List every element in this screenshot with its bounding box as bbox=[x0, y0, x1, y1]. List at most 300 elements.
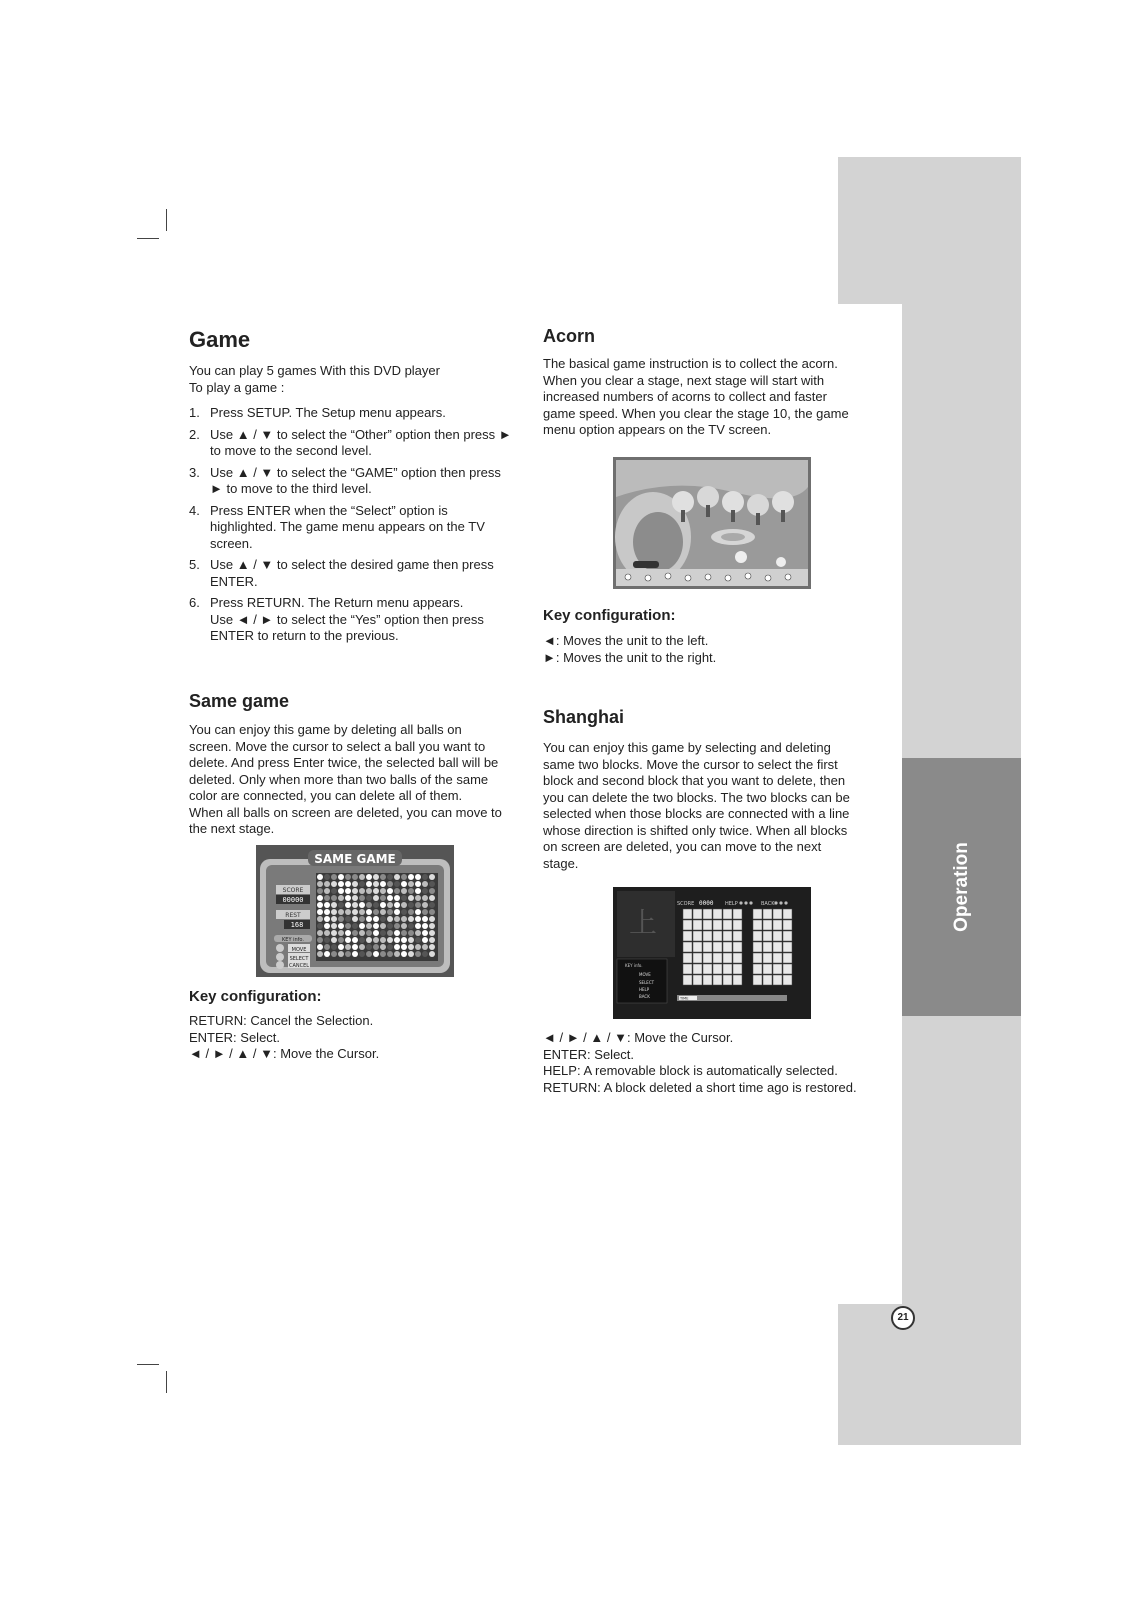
body-line: selected when those blocks are connected with a line bbox=[543, 806, 850, 821]
ball bbox=[380, 923, 386, 929]
body-line: same two blocks. Move the cursor to select the first bbox=[543, 756, 838, 772]
ball bbox=[359, 881, 365, 887]
ball bbox=[415, 923, 421, 929]
ball bbox=[394, 951, 400, 957]
body-line: The basical game instruction is to collect the acorn. bbox=[543, 356, 838, 371]
ball bbox=[373, 937, 379, 943]
shanghai-screenshot bbox=[613, 887, 811, 1019]
key-config-line: ◄: Moves the unit to the left. bbox=[543, 633, 709, 648]
tile bbox=[713, 942, 722, 952]
ball bbox=[401, 895, 407, 901]
ball bbox=[366, 916, 372, 922]
page-number: 21 bbox=[891, 1306, 915, 1330]
ball bbox=[387, 923, 393, 929]
shanghai-key-config bbox=[543, 1030, 903, 1096]
ball bbox=[422, 916, 428, 922]
key-config-line: RETURN: A block deleted a short time ago is restored. bbox=[543, 1079, 857, 1095]
key-select: SELECT bbox=[289, 956, 309, 962]
tile bbox=[693, 909, 702, 919]
ball bbox=[345, 916, 351, 922]
ball bbox=[380, 874, 386, 880]
ball bbox=[401, 937, 407, 943]
ball bbox=[394, 930, 400, 936]
tile bbox=[773, 942, 782, 952]
shanghai-key-select: SELECT bbox=[639, 980, 655, 985]
ball bbox=[387, 909, 393, 915]
tile bbox=[693, 920, 702, 930]
game-intro-line: To play a game : bbox=[189, 379, 285, 395]
ball bbox=[408, 895, 414, 901]
ball bbox=[359, 951, 365, 957]
section-tab-label: Operation bbox=[950, 842, 972, 932]
tile bbox=[763, 964, 772, 974]
ball bbox=[422, 874, 428, 880]
ball bbox=[324, 923, 330, 929]
tile bbox=[773, 920, 782, 930]
body-line: stage. bbox=[543, 855, 579, 871]
tile bbox=[763, 920, 772, 930]
ball bbox=[352, 874, 358, 880]
ball bbox=[345, 951, 351, 957]
key-move: MOVE bbox=[291, 947, 307, 953]
game-step bbox=[189, 405, 529, 422]
ball bbox=[387, 937, 393, 943]
ball bbox=[408, 916, 414, 922]
sidebar-band-top bbox=[838, 157, 1021, 304]
ball bbox=[352, 930, 358, 936]
step-number: 4. bbox=[189, 502, 200, 518]
ball bbox=[422, 909, 428, 915]
body-line: the next stage. bbox=[189, 821, 275, 836]
ball bbox=[401, 874, 407, 880]
ball bbox=[366, 909, 372, 915]
ball bbox=[345, 923, 351, 929]
ball bbox=[373, 923, 379, 929]
same-game-body bbox=[189, 722, 534, 838]
ball bbox=[359, 909, 365, 915]
ball bbox=[352, 895, 358, 901]
ball bbox=[338, 951, 344, 957]
body-line: You can enjoy this game by selecting and deleting bbox=[543, 740, 831, 755]
ball bbox=[359, 944, 365, 950]
ball bbox=[317, 888, 323, 894]
ball bbox=[317, 916, 323, 922]
key-config-line: ◄ / ► / ▲ / ▼: Move the Cursor. bbox=[543, 1030, 734, 1045]
step-line: highlighted. The game menu appears on the TV bbox=[210, 519, 485, 534]
tile bbox=[693, 975, 702, 985]
rest-value: 168 bbox=[290, 921, 304, 929]
ball bbox=[324, 944, 330, 950]
step-line: Press SETUP. The Setup menu appears. bbox=[210, 405, 446, 420]
tile bbox=[733, 953, 742, 963]
ball bbox=[331, 923, 337, 929]
tile bbox=[713, 964, 722, 974]
ball bbox=[408, 881, 414, 887]
ball bbox=[394, 888, 400, 894]
ball bbox=[408, 874, 414, 880]
step-number: 1. bbox=[189, 405, 200, 420]
ball bbox=[359, 937, 365, 943]
ball bbox=[373, 888, 379, 894]
tile bbox=[713, 953, 722, 963]
ball bbox=[422, 937, 428, 943]
ball bbox=[324, 937, 330, 943]
ball bbox=[317, 895, 323, 901]
tile bbox=[683, 953, 692, 963]
ball bbox=[380, 909, 386, 915]
tile bbox=[723, 920, 732, 930]
body-line: delete. And press Enter twice, the selected ball will be bbox=[189, 755, 499, 770]
ball bbox=[380, 881, 386, 887]
ball bbox=[338, 916, 344, 922]
tile bbox=[783, 964, 792, 974]
ball bbox=[401, 916, 407, 922]
tile bbox=[693, 964, 702, 974]
ball bbox=[317, 881, 323, 887]
key-config-line: RETURN: Cancel the Selection. bbox=[189, 1013, 374, 1028]
game-intro-line: You can play 5 games With this DVD player bbox=[189, 363, 440, 378]
ball bbox=[415, 902, 421, 908]
ball bbox=[401, 923, 407, 929]
same-game-key-config-title: Key configuration: bbox=[189, 988, 322, 1005]
ball bbox=[324, 909, 330, 915]
step-line: Use ▲ / ▼ to select the desired game then press bbox=[210, 557, 494, 572]
step-number: 3. bbox=[189, 464, 200, 480]
key-cancel: CANCEL bbox=[288, 963, 310, 969]
ball bbox=[387, 944, 393, 950]
same-game-screenshot bbox=[256, 845, 454, 977]
ball bbox=[352, 923, 358, 929]
ball bbox=[352, 881, 358, 887]
tile bbox=[763, 953, 772, 963]
ball bbox=[324, 930, 330, 936]
ball bbox=[422, 902, 428, 908]
key-config-line: ENTER: Select. bbox=[543, 1046, 635, 1062]
acorn-key-config-title: Key configuration: bbox=[543, 607, 676, 624]
ball bbox=[338, 923, 344, 929]
tile bbox=[733, 909, 742, 919]
tile bbox=[773, 964, 782, 974]
ball bbox=[359, 895, 365, 901]
ball bbox=[373, 874, 379, 880]
tile bbox=[703, 931, 712, 941]
ball bbox=[331, 930, 337, 936]
ball bbox=[317, 930, 323, 936]
ball bbox=[359, 916, 365, 922]
shanghai-key-help: HELP bbox=[639, 987, 650, 992]
ball bbox=[345, 874, 351, 880]
step-number: 2. bbox=[189, 426, 200, 442]
tile bbox=[773, 931, 782, 941]
step-line: Press ENTER when the “Select” option is bbox=[210, 502, 448, 518]
ball bbox=[366, 923, 372, 929]
ball bbox=[338, 909, 344, 915]
step-number: 5. bbox=[189, 557, 200, 572]
ball bbox=[422, 881, 428, 887]
shanghai-screen-art bbox=[613, 887, 811, 1019]
ball bbox=[387, 930, 393, 936]
ball bbox=[429, 902, 435, 908]
body-line: When all balls on screen are deleted, you can move to bbox=[189, 804, 502, 820]
tile bbox=[703, 909, 712, 919]
ball bbox=[331, 881, 337, 887]
ball bbox=[387, 951, 393, 957]
ball bbox=[331, 909, 337, 915]
crop-mark bbox=[166, 1371, 167, 1393]
same-game-screen-title: SAME GAME bbox=[314, 852, 396, 866]
key-config-line: ◄ / ► / ▲ / ▼: Move the Cursor. bbox=[189, 1046, 380, 1061]
ball bbox=[338, 881, 344, 887]
ball bbox=[380, 944, 386, 950]
tile bbox=[723, 909, 732, 919]
ball bbox=[352, 916, 358, 922]
ball bbox=[422, 923, 428, 929]
ball bbox=[415, 909, 421, 915]
body-line: whose direction is shifted only twice. When all blocks bbox=[543, 822, 848, 838]
key-config-line: ENTER: Select. bbox=[189, 1029, 281, 1045]
ball bbox=[380, 902, 386, 908]
ball bbox=[429, 923, 435, 929]
tile bbox=[783, 942, 792, 952]
tile bbox=[703, 942, 712, 952]
shanghai-back-label: BACK bbox=[761, 901, 775, 907]
step-number: 6. bbox=[189, 595, 200, 610]
ball bbox=[415, 895, 421, 901]
ball bbox=[338, 930, 344, 936]
tile bbox=[783, 953, 792, 963]
tile bbox=[753, 953, 762, 963]
tile bbox=[763, 942, 772, 952]
tile bbox=[723, 953, 732, 963]
ball bbox=[415, 937, 421, 943]
tile bbox=[783, 975, 792, 985]
body-line: When you clear a stage, next stage will start with bbox=[543, 372, 825, 388]
ball bbox=[366, 930, 372, 936]
ball bbox=[408, 944, 414, 950]
ball bbox=[422, 888, 428, 894]
tile bbox=[713, 975, 722, 985]
ball bbox=[394, 909, 400, 915]
step-line: to move to the second level. bbox=[210, 443, 372, 458]
game-steps bbox=[189, 405, 529, 650]
ball bbox=[345, 888, 351, 894]
ball bbox=[401, 930, 407, 936]
ball bbox=[394, 881, 400, 887]
tile bbox=[703, 920, 712, 930]
ball bbox=[324, 881, 330, 887]
ball bbox=[415, 881, 421, 887]
ball bbox=[429, 944, 435, 950]
ball bbox=[429, 874, 435, 880]
ball bbox=[352, 902, 358, 908]
ball bbox=[338, 895, 344, 901]
tile bbox=[753, 942, 762, 952]
ball bbox=[366, 902, 372, 908]
same-game-key-config bbox=[189, 1013, 529, 1063]
step-line: Use ▲ / ▼ to select the “GAME” option then press bbox=[210, 464, 501, 480]
ball bbox=[352, 909, 358, 915]
ball bbox=[317, 902, 323, 908]
ball bbox=[338, 937, 344, 943]
tile bbox=[763, 931, 772, 941]
svg-text:上: 上 bbox=[628, 906, 658, 939]
crop-mark bbox=[137, 238, 159, 239]
ball bbox=[324, 895, 330, 901]
ball bbox=[324, 888, 330, 894]
ball bbox=[380, 888, 386, 894]
sidebar-band-bottom bbox=[838, 1304, 1021, 1445]
ball bbox=[394, 923, 400, 929]
ball bbox=[394, 937, 400, 943]
ball bbox=[345, 944, 351, 950]
ball bbox=[394, 916, 400, 922]
ball bbox=[366, 895, 372, 901]
ball bbox=[380, 937, 386, 943]
body-line: game speed. When you clear the stage 10, the game bbox=[543, 405, 849, 421]
section-tab bbox=[902, 758, 1021, 1016]
ball bbox=[366, 951, 372, 957]
shanghai-help-label: HELP bbox=[725, 901, 738, 907]
game-step bbox=[189, 557, 529, 590]
game-intro bbox=[189, 363, 529, 396]
tile bbox=[703, 975, 712, 985]
ball bbox=[429, 937, 435, 943]
ball bbox=[324, 951, 330, 957]
ball bbox=[373, 909, 379, 915]
acorn-screenshot bbox=[613, 457, 811, 589]
key-config-line: HELP: A removable block is automatically selected. bbox=[543, 1063, 838, 1078]
tile bbox=[713, 931, 722, 941]
ball bbox=[408, 951, 414, 957]
tile bbox=[753, 975, 762, 985]
ball bbox=[345, 902, 351, 908]
tile bbox=[763, 975, 772, 985]
ball bbox=[317, 937, 323, 943]
ball bbox=[401, 888, 407, 894]
ball bbox=[380, 895, 386, 901]
ball bbox=[366, 874, 372, 880]
ball bbox=[338, 944, 344, 950]
tile bbox=[723, 975, 732, 985]
ball bbox=[317, 874, 323, 880]
body-line: deleted. Only when more than two balls of the same bbox=[189, 771, 489, 787]
ball bbox=[331, 944, 337, 950]
body-line: increased numbers of acorns to collect and faster bbox=[543, 389, 827, 404]
ball bbox=[422, 930, 428, 936]
ball bbox=[387, 916, 393, 922]
ball bbox=[352, 944, 358, 950]
step-line: Use ◄ / ► to select the “Yes” option then press bbox=[210, 611, 484, 627]
ball bbox=[429, 930, 435, 936]
ball bbox=[317, 923, 323, 929]
ball bbox=[394, 874, 400, 880]
ball bbox=[352, 888, 358, 894]
step-line: screen. bbox=[210, 535, 253, 551]
ball bbox=[401, 951, 407, 957]
crop-mark bbox=[137, 1364, 159, 1365]
ball bbox=[338, 874, 344, 880]
step-line: Use ▲ / ▼ to select the “Other” option then press ► bbox=[210, 426, 512, 442]
tile bbox=[683, 909, 692, 919]
game-step bbox=[189, 503, 529, 553]
tile bbox=[703, 953, 712, 963]
ball bbox=[373, 951, 379, 957]
ball bbox=[401, 902, 407, 908]
rest-label: REST bbox=[285, 912, 301, 919]
ball bbox=[331, 874, 337, 880]
tile bbox=[683, 975, 692, 985]
ball bbox=[387, 902, 393, 908]
ball bbox=[415, 951, 421, 957]
body-line: block and second block that you want to delete, then bbox=[543, 773, 846, 788]
tile bbox=[783, 909, 792, 919]
ball bbox=[422, 951, 428, 957]
ball bbox=[373, 902, 379, 908]
ball bbox=[408, 923, 414, 929]
shanghai-body bbox=[543, 740, 888, 872]
ball bbox=[415, 930, 421, 936]
tile bbox=[723, 964, 732, 974]
shanghai-title: Shanghai bbox=[543, 707, 625, 727]
ball bbox=[331, 888, 337, 894]
ball bbox=[373, 930, 379, 936]
step-line: ENTER to return to the previous. bbox=[210, 628, 399, 643]
tile bbox=[753, 909, 762, 919]
shanghai-keyinfo-label: KEY info. bbox=[625, 963, 643, 968]
ball bbox=[387, 895, 393, 901]
game-step bbox=[189, 427, 529, 460]
ball bbox=[338, 902, 344, 908]
ball bbox=[324, 916, 330, 922]
tile bbox=[693, 942, 702, 952]
game-step bbox=[189, 465, 529, 498]
ball bbox=[317, 944, 323, 950]
tile bbox=[683, 920, 692, 930]
tile bbox=[703, 964, 712, 974]
tile bbox=[733, 975, 742, 985]
ball bbox=[429, 881, 435, 887]
ball bbox=[331, 951, 337, 957]
ball bbox=[359, 923, 365, 929]
ball bbox=[380, 951, 386, 957]
ball bbox=[331, 937, 337, 943]
ball bbox=[415, 874, 421, 880]
tile bbox=[753, 920, 762, 930]
ball bbox=[366, 881, 372, 887]
game-step bbox=[189, 595, 529, 645]
same-game-screen-art bbox=[256, 845, 454, 977]
ball bbox=[408, 930, 414, 936]
tile bbox=[723, 931, 732, 941]
step-line: ► to move to the third level. bbox=[210, 481, 372, 496]
ball bbox=[352, 951, 358, 957]
tile bbox=[683, 931, 692, 941]
key-config-line: ►: Moves the unit to the right. bbox=[543, 649, 717, 665]
ball bbox=[394, 944, 400, 950]
ball bbox=[366, 937, 372, 943]
ball bbox=[422, 944, 428, 950]
tile bbox=[773, 953, 782, 963]
tile bbox=[753, 931, 762, 941]
ball bbox=[401, 881, 407, 887]
ball bbox=[366, 888, 372, 894]
ball bbox=[359, 902, 365, 908]
ball bbox=[415, 916, 421, 922]
ball bbox=[317, 951, 323, 957]
same-game-title: Same game bbox=[189, 691, 290, 711]
ball bbox=[380, 916, 386, 922]
acorn-body bbox=[543, 356, 888, 439]
